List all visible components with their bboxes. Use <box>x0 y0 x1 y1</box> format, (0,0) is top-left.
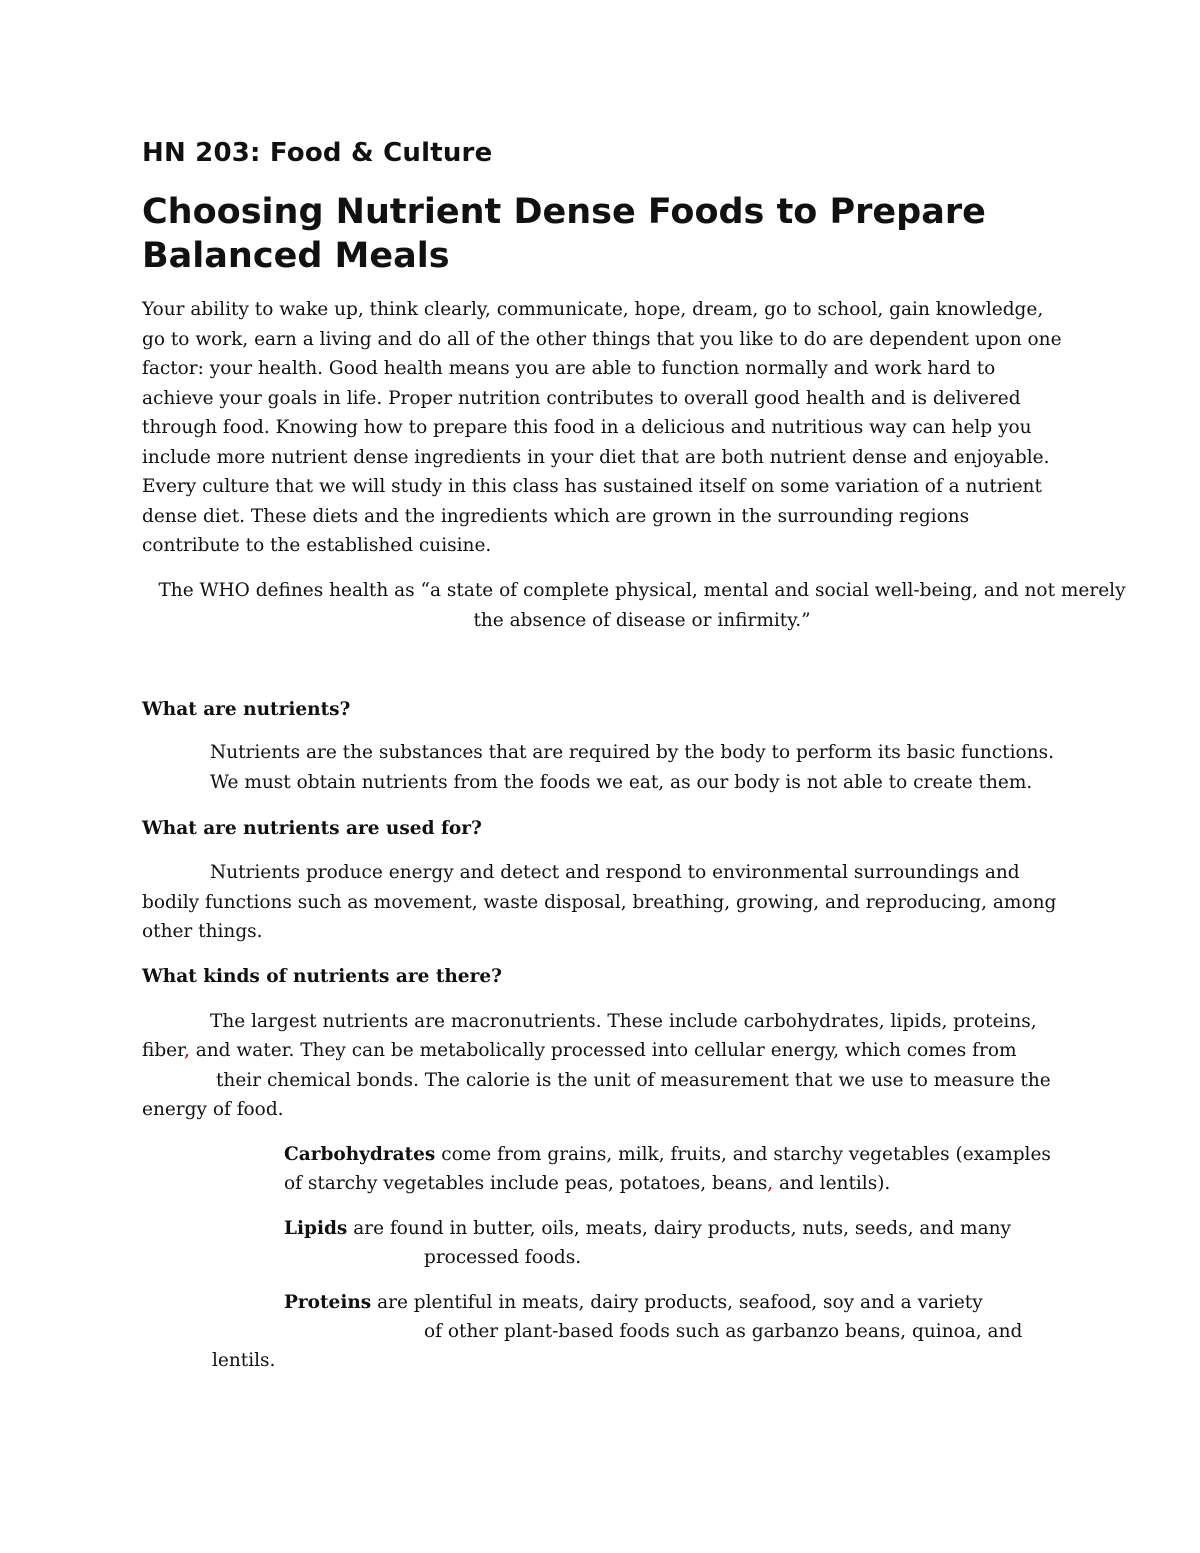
proteins-term: Proteins <box>284 1292 372 1313</box>
lipids-term: Lipids <box>284 1218 348 1239</box>
carbohydrates-line-1 <box>284 1140 1051 1170</box>
proteins-line-3: lentils. <box>212 1350 276 1371</box>
kinds-line-2 <box>142 1036 1017 1066</box>
question-nutrients-used-for: What are nutrients are used for? <box>142 818 482 839</box>
document-title: Choosing Nutrient Dense Foods to Prepare Balanced Meals <box>142 192 986 276</box>
carbohydrates-text: come from grains, milk, fruits, and starchy vegetables (examples <box>435 1144 1051 1165</box>
proteins-line-1 <box>284 1288 983 1318</box>
carbohydrates-line-2 <box>284 1169 890 1199</box>
highlighted-comma: , <box>183 1040 190 1061</box>
kinds-line-3: their chemical bonds. The calorie is the unit of measurement that we use to measure the <box>216 1070 1051 1091</box>
highlighted-comma: , <box>767 1173 774 1194</box>
carbohydrates-term: Carbohydrates <box>284 1144 436 1165</box>
question-what-are-nutrients: What are nutrients? <box>142 699 351 720</box>
proteins-text: are plentiful in meats, dairy products, seafood, soy and a variety <box>371 1292 983 1313</box>
intro-paragraph: Your ability to wake up, think clearly, communicate, hope, dream, go to school, gain knowledge, go to work, earn a living and do all of the other things that you like to do are dependent upon one factor: your health. Good health means you are able to function normally and work hard to achieve your goals in life. Proper nutrition contributes to overall good health and is delivered through food. Knowing how to prepare this food in a delicious and nutritious way can help you include more nutrient dense ingredients in your diet that are both nutrient dense and enjoyable. Every culture that we will study in this class has sustained itself on some variation of a nutrient dense diet. These diets and the ingredients which are grown in the surrounding regions contribute to the established cuisine. <box>142 299 1062 556</box>
answer-what-are-nutrients: Nutrients are the substances that are required by the body to perform its basic functions. We must obtain nutrients from the foods we eat, as our body is not able to create them. <box>210 742 1054 793</box>
carbohydrates-text-2b: and lentils). <box>773 1173 891 1194</box>
kinds-line-2-word: fiber <box>142 1040 184 1061</box>
lipids-line-1 <box>284 1214 1011 1244</box>
kinds-line-4: energy of food. <box>142 1099 284 1120</box>
question-kinds-of-nutrients: What kinds of nutrients are there? <box>142 966 502 987</box>
kinds-line-2-rest: and water. They can be metabolically processed into cellular energy, which comes from <box>189 1040 1017 1061</box>
course-title: HN 203: Food & Culture <box>142 138 493 168</box>
lipids-line-2: processed foods. <box>424 1247 582 1268</box>
answer-nutrients-used-for: Nutrients produce energy and detect and respond to environmental surroundings and bodily functions such as movement, waste disposal, breathing, growing, and reproducing, among other things. <box>142 862 1057 942</box>
proteins-line-2: of other plant-based foods such as garbanzo beans, quinoa, and <box>424 1321 1023 1342</box>
lipids-text: are found in butter, oils, meats, dairy products, nuts, seeds, and many <box>347 1218 1011 1239</box>
carbohydrates-text-2a: of starchy vegetables include peas, potatoes, beans <box>284 1173 768 1194</box>
kinds-line-1: The largest nutrients are macronutrients. These include carbohydrates, lipids, proteins, <box>210 1011 1037 1032</box>
who-quote: The WHO defines health as “a state of complete physical, mental and social well-being, and not merely the absence of disease or infirmity.” <box>158 580 1126 631</box>
